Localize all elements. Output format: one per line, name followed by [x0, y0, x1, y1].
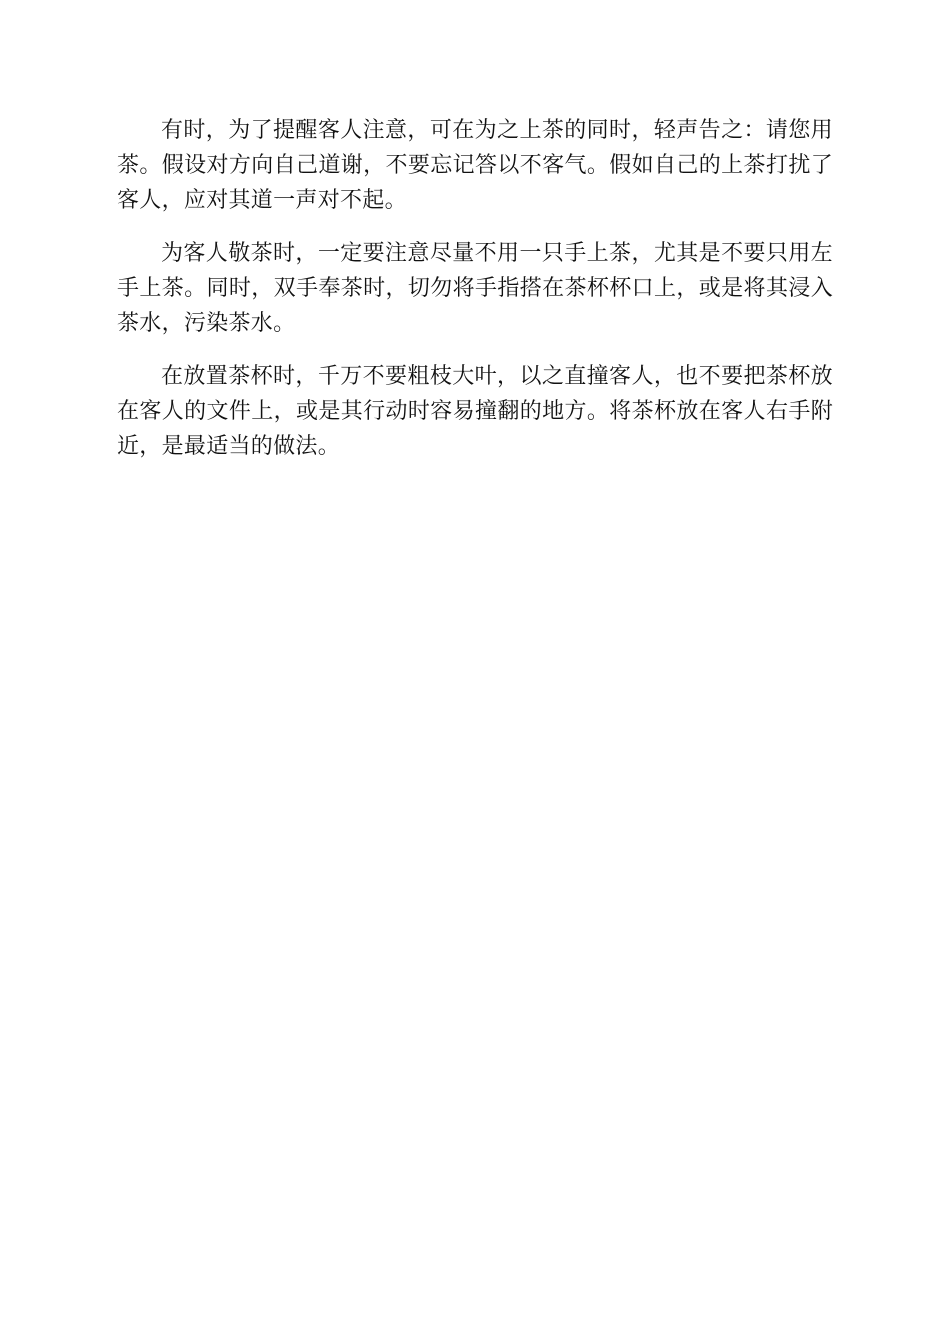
document-body — [117, 113, 833, 482]
paragraph: 为客人敬茶时，一定要注意尽量不用一只手上茶，尤其是不要只用左手上茶。同时，双手奉茶时，切勿将手指搭在茶杯杯口上，或是将其浸入茶水，污染茶水。 — [117, 241, 833, 336]
paragraph: 有时，为了提醒客人注意，可在为之上茶的同时，轻声告之：请您用茶。假设对方向自己道谢，不要忘记答以不客气。假如自己的上茶打扰了客人，应对其道一声对不起。 — [117, 118, 833, 213]
paragraph: 在放置茶杯时，千万不要粗枝大叶，以之直撞客人，也不要把茶杯放在客人的文件上，或是其行动时容易撞翻的地方。将茶杯放在客人右手附近，是最适当的做法。 — [117, 364, 833, 459]
